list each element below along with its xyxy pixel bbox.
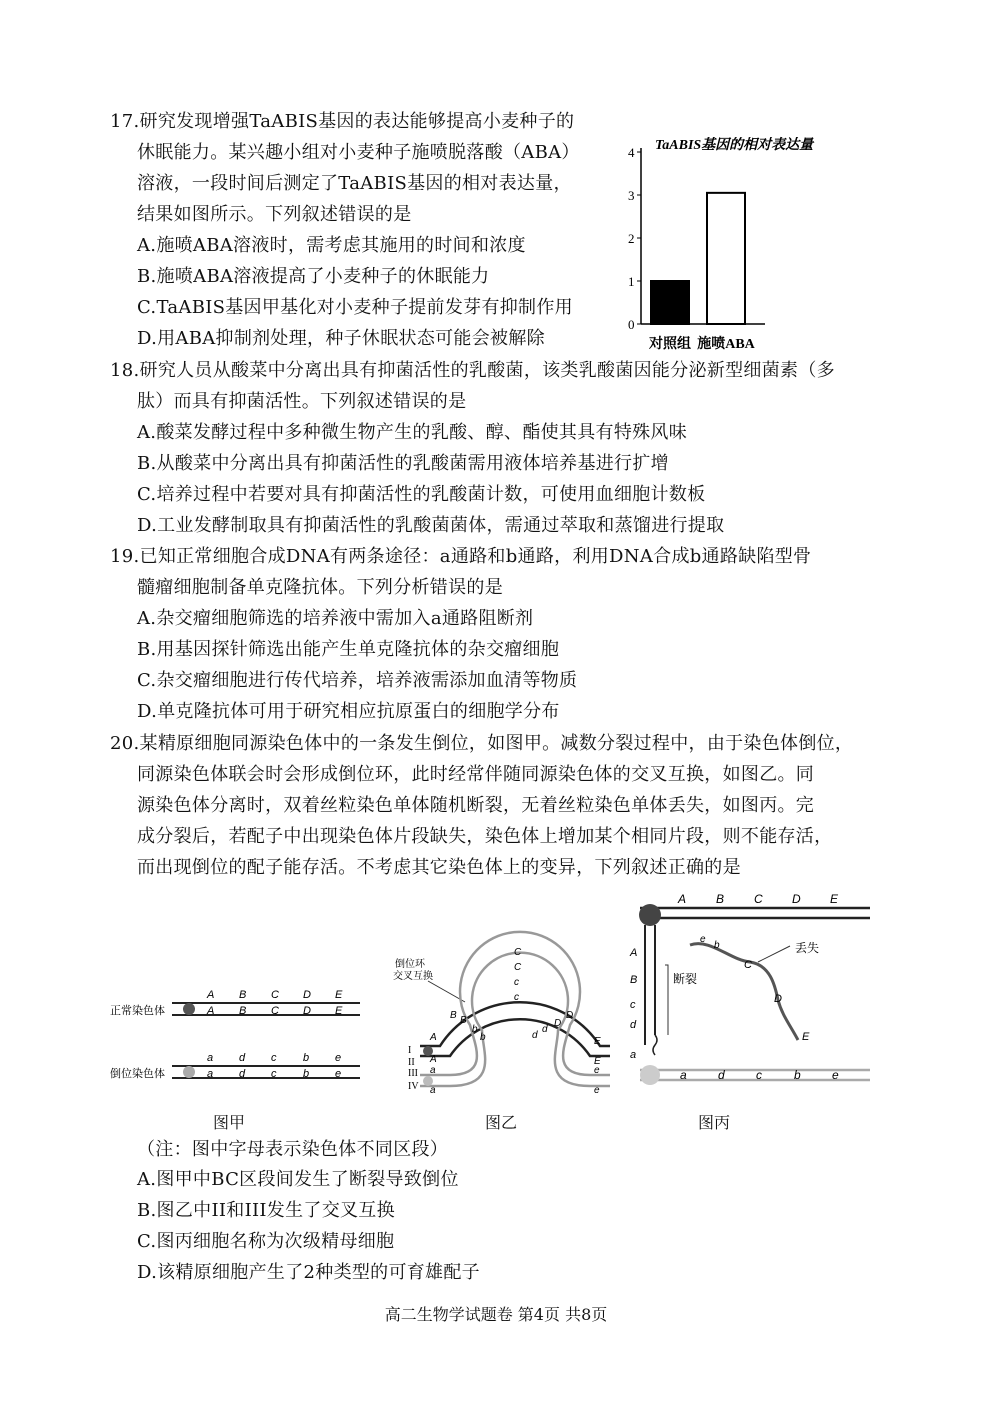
q19-option-b: B.用基因探针筛选出能产生单克隆抗体的杂交瘤细胞	[137, 639, 560, 660]
segment-label: C	[271, 989, 279, 1001]
chromosome-figures	[110, 890, 880, 1145]
page-footer: 高二生物学试题卷 第4页 共8页	[384, 1305, 608, 1324]
svg-text:C: C	[514, 962, 522, 973]
q20-stem-line-4: 成分裂后，若配子中出现染色体片段缺失，染色体上增加某个相同片段，则不能存活，	[137, 826, 833, 847]
svg-text:b: b	[714, 940, 720, 951]
segment-label: A	[207, 1005, 215, 1017]
segment-label: c	[271, 1052, 277, 1064]
svg-text:A: A	[430, 1032, 437, 1043]
segment-label: a	[207, 1052, 214, 1064]
y-tick-label: 4	[628, 145, 635, 160]
svg-text:a: a	[430, 1065, 436, 1076]
segment-label: C	[271, 1005, 279, 1017]
q19-stem-line-2: 髓瘤细胞制备单克隆抗体。下列分析错误的是	[137, 577, 503, 598]
figure-yi-caption: 图乙	[485, 1113, 518, 1132]
svg-text:e: e	[700, 934, 706, 945]
q19-option-a: A.杂交瘤细胞筛选的培养液中需加入a通路阻断剂	[137, 608, 534, 629]
segment-label: A	[207, 989, 215, 1001]
segment-label: e	[335, 1068, 342, 1080]
svg-text:d: d	[630, 1019, 637, 1031]
svg-text:D: D	[554, 1018, 562, 1029]
q19-option-d: D.单克隆抗体可用于研究相应抗原蛋白的细胞学分布	[137, 701, 560, 722]
inverted-chromosome-label: 倒位染色体	[110, 1068, 165, 1080]
q20-stem-line-5: 而出现倒位的配子能存活。不考虑其它染色体上的变异，下列叙述正确的是	[137, 857, 741, 878]
q18-stem-line-2: 肽）而具有抑菌活性。下列叙述错误的是	[137, 391, 467, 412]
q17-stem-line-2: 休眠能力。某兴趣小组对小麦种子施喷脱落酸（ABA）	[137, 142, 580, 163]
segment-label: e	[832, 1068, 839, 1082]
normal-centromere	[183, 1003, 195, 1015]
expression-bar-chart	[615, 132, 845, 357]
svg-text:c: c	[630, 999, 636, 1011]
svg-text:E: E	[802, 1031, 810, 1043]
segment-label: c	[756, 1068, 762, 1082]
q20-stem-line-3: 源染色体分离时，双着丝粒染色单体随机断裂，无着丝粒染色单体丢失，如图丙。完	[137, 795, 815, 816]
segment-label: D	[303, 1005, 311, 1017]
q17-stem-line-4: 结果如图所示。下列叙述错误的是	[137, 204, 412, 225]
bar-1	[651, 281, 689, 324]
bar-2	[707, 193, 745, 324]
segment-label: A	[678, 892, 687, 906]
svg-text:C: C	[744, 959, 752, 971]
normal-chromosome-label: 正常染色体	[110, 1005, 165, 1017]
q19-option-c: C.杂交瘤细胞进行传代培养，培养液需添加血清等物质	[137, 670, 578, 691]
segment-label: E	[335, 1005, 343, 1017]
svg-text:c: c	[514, 977, 519, 988]
svg-text:d: d	[532, 1030, 538, 1041]
y-tick-label: 1	[628, 274, 635, 289]
q18-option-b: B.从酸菜中分离出具有抑菌活性的乳酸菌需用液体培养基进行扩增	[137, 453, 669, 474]
segment-label: b	[303, 1068, 310, 1080]
q20-option-c: C.图丙细胞名称为次级精母细胞	[137, 1231, 395, 1252]
q20-stem-line-1: 20.某精原细胞同源染色体中的一条发生倒位，如图甲。减数分裂过程中，由于染色体倒位，	[110, 733, 854, 754]
segment-label: d	[239, 1068, 246, 1080]
svg-text:E: E	[594, 1056, 601, 1067]
q17-option-c: C.TaABIS基因甲基化对小麦种子提前发芽有抑制作用	[137, 297, 573, 318]
strand-label: IV	[408, 1081, 419, 1092]
q20-note: （注：图中字母表示染色体不同区段）	[137, 1139, 449, 1160]
segment-label: E	[335, 989, 343, 1001]
svg-text:a: a	[430, 1085, 436, 1096]
q18-option-a: A.酸菜发酵过程中多种微生物产生的乳酸、醇、酯使其具有特殊风味	[137, 422, 688, 443]
q20-option-d: D.该精原细胞产生了2种类型的可育雄配子	[137, 1262, 480, 1283]
q17-option-a: A.施喷ABA溶液时，需考虑其施用的时间和浓度	[137, 235, 526, 256]
svg-text:a: a	[630, 1049, 637, 1061]
x-category-label: 施喷ABA	[697, 337, 755, 352]
svg-text:C: C	[514, 947, 522, 958]
crossover-label: 交叉互换	[393, 971, 433, 982]
inverted-centromere	[183, 1066, 195, 1078]
q20-option-a: A.图甲中BC区段间发生了断裂导致倒位	[137, 1169, 459, 1190]
inversion-loop-label: 倒位环	[395, 959, 425, 970]
segment-label: C	[754, 892, 763, 906]
y-tick-label: 0	[628, 317, 635, 332]
figure-bing-caption: 图丙	[698, 1113, 731, 1132]
segment-label: B	[239, 1005, 247, 1017]
strand-label: III	[408, 1068, 418, 1079]
y-tick-label: 3	[628, 188, 635, 203]
svg-text:E: E	[594, 1036, 601, 1047]
q18-option-c: C.培养过程中若要对具有抑菌活性的乳酸菌计数，可使用血细胞计数板	[137, 484, 706, 505]
segment-label: d	[239, 1052, 246, 1064]
segment-label: c	[271, 1068, 277, 1080]
segment-label: b	[303, 1052, 310, 1064]
figure-bing	[629, 892, 870, 1085]
svg-text:c: c	[514, 992, 519, 1003]
q17-option-d: D.用ABA抑制剂处理，种子休眠状态可能会被解除	[137, 328, 545, 349]
svg-text:b: b	[472, 1024, 478, 1035]
segment-label: D	[303, 989, 311, 1001]
svg-text:d: d	[542, 1024, 548, 1035]
segment-label: e	[335, 1052, 342, 1064]
figure-jia-caption: 图甲	[213, 1113, 246, 1132]
lost-label: 丢失	[795, 941, 820, 955]
q17-stem-line-1: 17.研究发现增强TaABIS基因的表达能够提高小麦种子的	[110, 111, 575, 132]
segment-label: E	[830, 892, 839, 906]
figure-jia	[110, 989, 360, 1080]
svg-text:b: b	[480, 1032, 486, 1043]
segment-label: d	[718, 1068, 725, 1082]
svg-text:D: D	[774, 993, 782, 1005]
segment-label: D	[792, 892, 801, 906]
q17-option-b: B.施喷ABA溶液提高了小麦种子的休眠能力	[137, 266, 490, 287]
segment-label: a	[207, 1068, 214, 1080]
strand-label: II	[408, 1057, 415, 1068]
segment-label: a	[680, 1068, 687, 1082]
x-category-label: 对照组	[649, 337, 691, 352]
q18-stem-line-1: 18.研究人员从酸菜中分离出具有抑菌活性的乳酸菌，该类乳酸菌因能分泌新型细菌素（多	[110, 360, 835, 381]
q18-option-d: D.工业发酵制取具有抑菌活性的乳酸菌菌体，需通过萃取和蒸馏进行提取	[137, 515, 725, 536]
svg-text:B: B	[630, 974, 638, 986]
strand-label: I	[408, 1045, 412, 1056]
svg-text:A: A	[630, 947, 638, 959]
svg-text:B: B	[460, 1015, 467, 1026]
y-tick-label: 2	[628, 231, 635, 246]
segment-label: B	[239, 989, 247, 1001]
segment-label: B	[716, 892, 725, 906]
q20-stem-line-2: 同源染色体联会时会形成倒位环，此时经常伴随同源染色体的交叉互换，如图乙。同	[137, 764, 815, 785]
q17-stem-line-3: 溶液，一段时间后测定了TaABIS基因的相对表达量，	[137, 173, 572, 194]
svg-text:D: D	[566, 1010, 574, 1021]
svg-text:e: e	[594, 1065, 600, 1076]
svg-text:e: e	[594, 1085, 600, 1096]
break-label: 断裂	[673, 972, 698, 986]
chart-title: TaABIS基因的相对表达量	[655, 138, 814, 153]
figure-yi	[393, 932, 610, 1096]
q19-stem-line-1: 19.已知正常细胞合成DNA有两条途径：a通路和b通路，利用DNA合成b通路缺陷型骨	[110, 546, 812, 567]
svg-text:B: B	[450, 1010, 457, 1021]
segment-label: b	[794, 1068, 801, 1082]
q20-option-b: B.图乙中II和III发生了交叉互换	[137, 1200, 395, 1221]
svg-text:A: A	[430, 1054, 437, 1065]
